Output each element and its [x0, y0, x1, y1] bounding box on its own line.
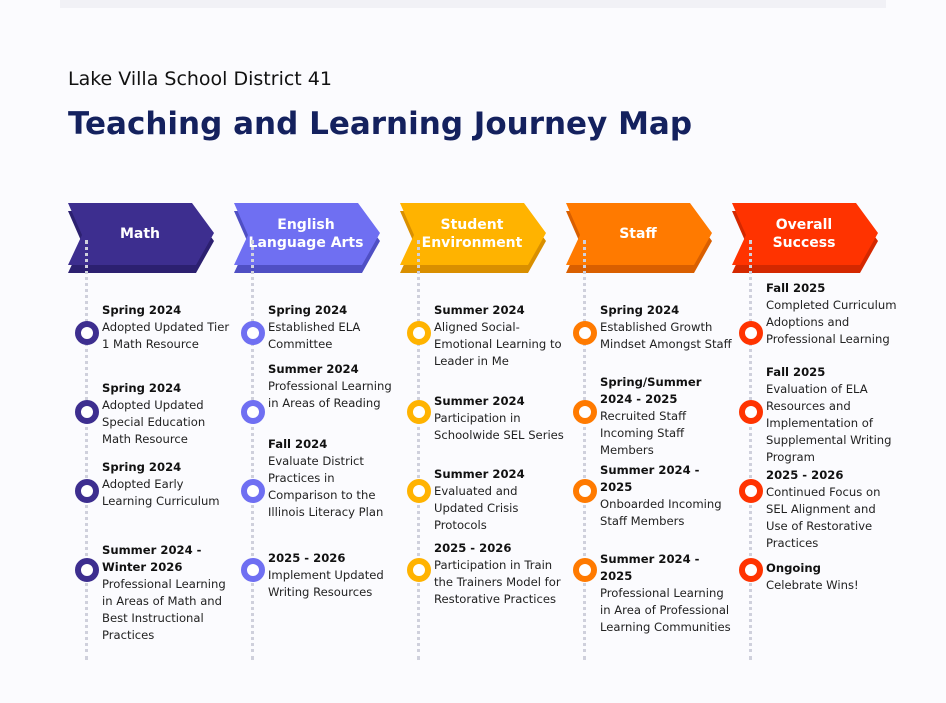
- item-text: Aligned Social-Emotional Learning to Leader in Me: [434, 320, 562, 368]
- timeline-item: [600, 551, 732, 636]
- item-text: Adopted Updated Special Education Math Resource: [102, 398, 206, 446]
- timeline-line: [417, 240, 420, 660]
- timeline-item: [434, 466, 566, 534]
- column-student-environment: [400, 200, 566, 700]
- timeline-line: [583, 240, 586, 660]
- banner-label: Math: [119, 226, 161, 242]
- timeline-item: [766, 280, 898, 348]
- timeline-node: [739, 558, 763, 582]
- timeline-node: [241, 400, 265, 424]
- timeline-item: [268, 436, 400, 521]
- timeline-node: [407, 321, 431, 345]
- district-name: Lake Villa School District 41: [68, 68, 332, 90]
- item-date: Summer 2024: [434, 394, 525, 408]
- top-bar: [60, 0, 886, 8]
- banner-label: Overall Success: [772, 217, 836, 251]
- timeline-node: [739, 400, 763, 424]
- timeline-item: [766, 560, 898, 594]
- banner-arrow: [400, 203, 546, 273]
- item-date: Summer 2024 - Winter 2026: [102, 543, 202, 574]
- timeline-node: [573, 479, 597, 503]
- item-date: 2025 - 2026: [766, 468, 844, 482]
- item-text: Continued Focus on SEL Alignment and Use of Restorative Practices: [766, 485, 881, 550]
- timeline-item: [766, 467, 898, 552]
- item-date: 2025 - 2026: [268, 551, 346, 565]
- column-staff: [566, 200, 732, 700]
- timeline-line: [749, 240, 752, 660]
- item-text: Recruited Staff Incoming Staff Members: [600, 409, 687, 457]
- banner-label: Student Environment: [421, 217, 523, 251]
- item-date: 2025 - 2026: [434, 541, 512, 555]
- timeline-node: [241, 479, 265, 503]
- timeline-line: [85, 240, 88, 660]
- item-text: Onboarded Incoming Staff Members: [600, 497, 722, 528]
- column-overall-success: [732, 200, 898, 700]
- item-date: Spring 2024: [102, 381, 182, 395]
- banner-arrow: [566, 203, 712, 273]
- timeline-item: [268, 302, 400, 353]
- timeline-node: [75, 479, 99, 503]
- item-date: Spring/Summer 2024 - 2025: [600, 375, 702, 406]
- item-text: Evaluation of ELA Resources and Implementation of Supplemental Writing Program: [766, 382, 892, 464]
- item-text: Evaluate District Practices in Comparison to the Illinois Literacy Plan: [268, 454, 384, 519]
- timeline-node: [241, 558, 265, 582]
- timeline-node: [241, 321, 265, 345]
- item-date: Spring 2024: [268, 303, 348, 317]
- timeline-item: [102, 380, 234, 448]
- item-text: Professional Learning in Area of Professional Learning Communities: [600, 586, 731, 634]
- item-date: Spring 2024: [102, 303, 182, 317]
- timeline-item: [434, 540, 566, 608]
- item-date: Summer 2024: [268, 362, 359, 376]
- timeline-item: [102, 542, 234, 644]
- item-text: Professional Learning in Areas of Reading: [268, 379, 392, 410]
- timeline-item: [600, 462, 732, 530]
- timeline-node: [407, 479, 431, 503]
- item-text: Adopted Early Learning Curriculum: [102, 477, 220, 508]
- banner-arrow: [732, 203, 878, 273]
- banner-arrow: [68, 203, 214, 273]
- timeline-item: [434, 393, 566, 444]
- timeline-node: [407, 558, 431, 582]
- timeline-item: [600, 302, 732, 353]
- item-text: Professional Learning in Areas of Math and Best Instructional Practices: [102, 577, 226, 642]
- item-date: Spring 2024: [600, 303, 680, 317]
- item-text: Established ELA Committee: [268, 320, 361, 351]
- timeline-line: [251, 240, 254, 660]
- item-text: Participation in Train the Trainers Model for Restorative Practices: [434, 558, 561, 606]
- column-english-language-arts: [234, 200, 400, 700]
- item-text: Participation in Schoolwide SEL Series: [434, 411, 564, 442]
- banner-label: English Language Arts: [248, 217, 364, 251]
- item-date: Spring 2024: [102, 460, 182, 474]
- timeline-node: [739, 321, 763, 345]
- page-title: Teaching and Learning Journey Map: [68, 106, 693, 142]
- item-date: Summer 2024: [434, 303, 525, 317]
- timeline-node: [739, 479, 763, 503]
- timeline-node: [573, 558, 597, 582]
- timeline-item: [268, 550, 400, 601]
- item-text: Adopted Updated Tier 1 Math Resource: [102, 320, 230, 351]
- item-text: Evaluated and Updated Crisis Protocols: [434, 484, 519, 532]
- timeline-node: [573, 400, 597, 424]
- timeline-node: [75, 321, 99, 345]
- item-text: Established Growth Mindset Amongst Staff: [600, 320, 732, 351]
- timeline-node: [407, 400, 431, 424]
- timeline-item: [600, 374, 732, 459]
- timeline-item: [268, 361, 400, 412]
- item-text: Completed Curriculum Adoptions and Professional Learning: [766, 298, 897, 346]
- banner-arrow: [234, 203, 380, 273]
- timeline-node: [75, 558, 99, 582]
- timeline-item: [102, 302, 234, 353]
- item-text: Celebrate Wins!: [766, 578, 859, 592]
- item-date: Ongoing: [766, 561, 821, 575]
- item-date: Fall 2025: [766, 365, 826, 379]
- item-date: Summer 2024 - 2025: [600, 552, 700, 583]
- timeline-node: [573, 321, 597, 345]
- item-date: Summer 2024 - 2025: [600, 463, 700, 494]
- item-date: Fall 2025: [766, 281, 826, 295]
- item-date: Fall 2024: [268, 437, 328, 451]
- timeline-node: [75, 400, 99, 424]
- item-text: Implement Updated Writing Resources: [268, 568, 384, 599]
- timeline-item: [766, 364, 898, 466]
- item-date: Summer 2024: [434, 467, 525, 481]
- timeline-item: [102, 459, 234, 510]
- column-math: [68, 200, 234, 700]
- banner-label: Staff: [619, 226, 657, 242]
- timeline-item: [434, 302, 566, 370]
